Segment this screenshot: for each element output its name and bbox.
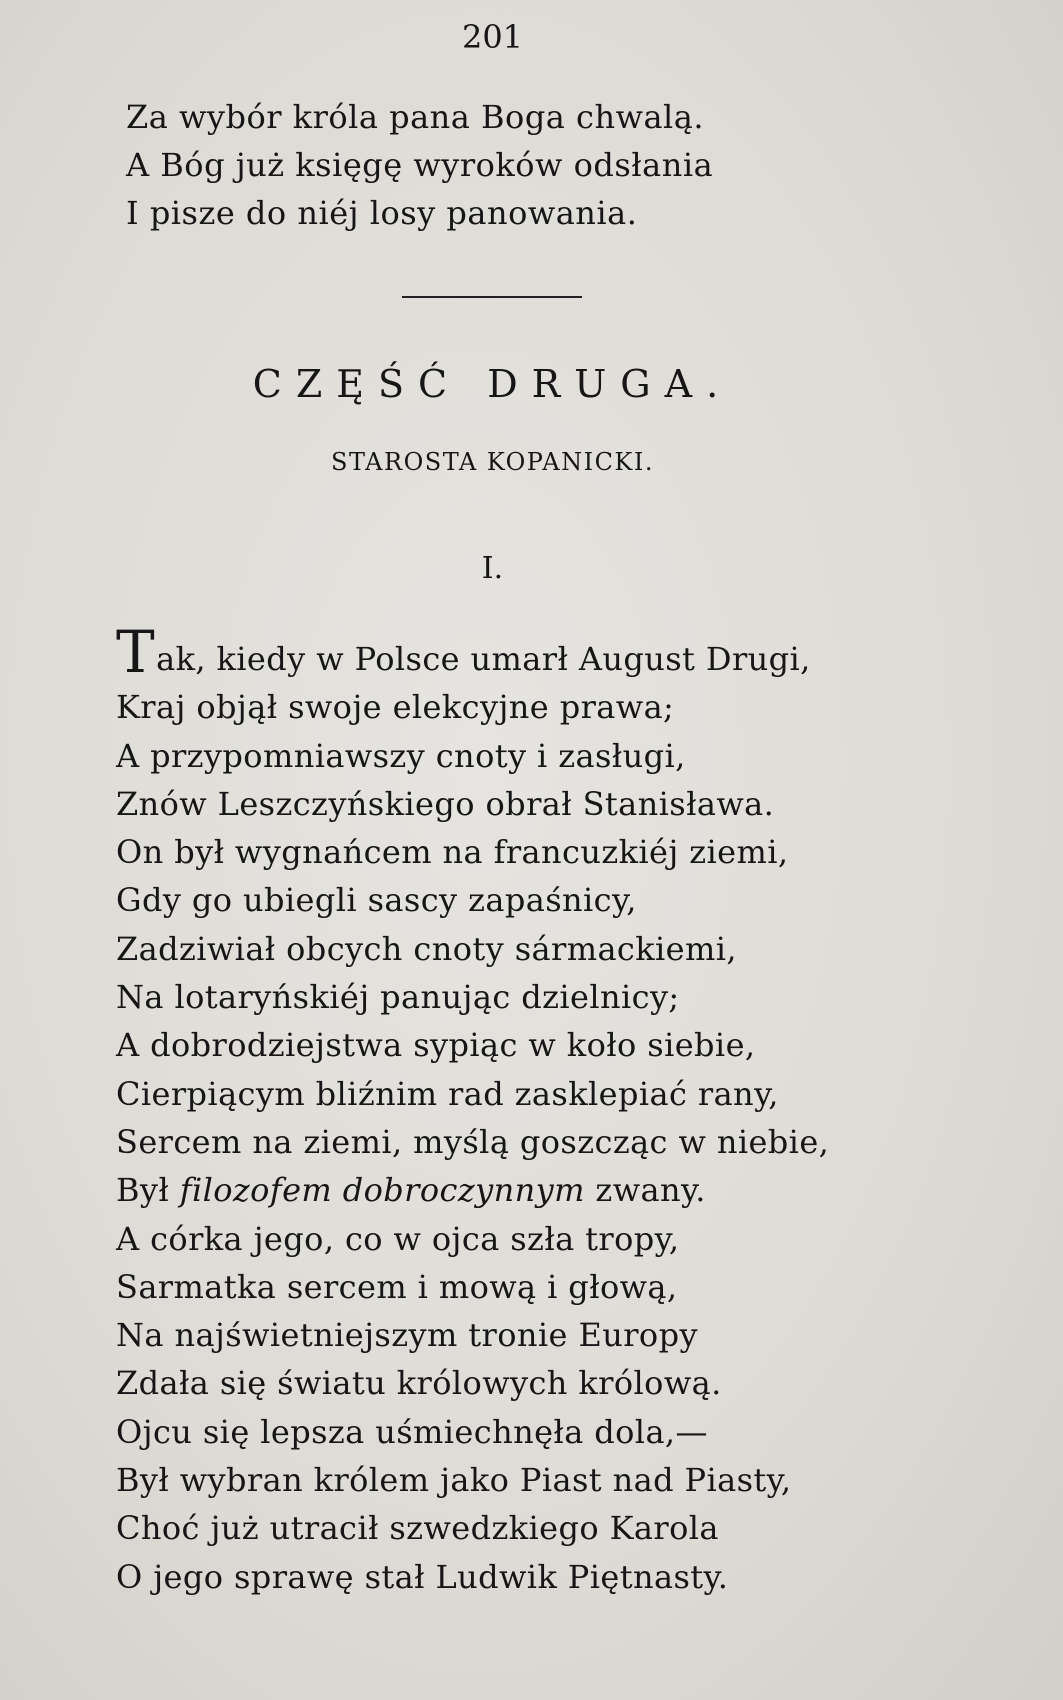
verse-line-text: ak, kiedy w Polsce umarł August Drugi, bbox=[156, 640, 811, 678]
verse-text: Był bbox=[116, 1171, 180, 1210]
closing-stanza bbox=[126, 93, 713, 237]
verse-line: A dobrodziejstwa sypiąc w koło siebie, bbox=[116, 1026, 756, 1065]
verse-line: Był wybran królem jako Piast nad Piasty, bbox=[116, 1461, 792, 1500]
part-title: CZĘŚĆ DRUGA. bbox=[252, 362, 733, 406]
verse-line: I pisze do niéj losy panowania. bbox=[126, 194, 638, 232]
verse-line: Choć już utracił szwedzkiego Karola bbox=[116, 1509, 719, 1548]
verse-line: Sercem na ziemi, myślą goszcząc w niebie, bbox=[116, 1122, 830, 1161]
verse-line: Gdy go ubiegli sascy zapaśnicy, bbox=[116, 881, 637, 920]
verse-line: Za wybór króla pana Boga chwalą. bbox=[126, 98, 705, 136]
verse-line: Kraj objął swoje elekcyjne prawa; bbox=[116, 688, 675, 727]
verse-line: Zdała się światu królowych królową. bbox=[116, 1364, 722, 1403]
section-divider bbox=[402, 296, 582, 298]
verse-line: Znów Leszczyńskiego obrał Stanisława. bbox=[116, 784, 775, 823]
verse-line: On był wygnańcem na francuzkiéj ziemi, bbox=[116, 833, 789, 872]
verse-line: A Bóg już księgę wyroków odsłania bbox=[126, 146, 714, 184]
italic-phrase: filozofem dobroczynnym bbox=[179, 1171, 585, 1210]
poem-body bbox=[116, 618, 830, 1601]
section-title: STAROSTA KOPANICKI. bbox=[331, 448, 654, 476]
verse-line: Cierpiącym bliźnim rad zasklepiać rany, bbox=[116, 1074, 779, 1113]
section-number: I. bbox=[481, 551, 504, 586]
page-number: 201 bbox=[461, 18, 524, 56]
verse-line: A przypomniawszy cnoty i zasługi, bbox=[116, 736, 686, 775]
verse-line-first bbox=[116, 618, 829, 686]
verse-text: zwany. bbox=[584, 1171, 706, 1210]
verse-line: Zadziwiał obcych cnoty sármackiemi, bbox=[116, 929, 737, 968]
verse-line: O jego sprawę stał Ludwik Piętnasty. bbox=[116, 1557, 729, 1596]
verse-line: Na najświetniejszym tronie Europy bbox=[116, 1316, 698, 1355]
verse-line: Na lotaryńskiéj panując dzielnicy; bbox=[116, 978, 680, 1017]
drop-cap: T bbox=[116, 618, 156, 686]
verse-line: A córka jego, co w ojca szła tropy, bbox=[116, 1219, 680, 1258]
verse-line: Ojcu się lepsza uśmiechnęła dola,— bbox=[116, 1412, 708, 1451]
verse-line: Sarmatka sercem i mową i głową, bbox=[116, 1267, 678, 1306]
verse-line-italic bbox=[116, 1166, 829, 1214]
